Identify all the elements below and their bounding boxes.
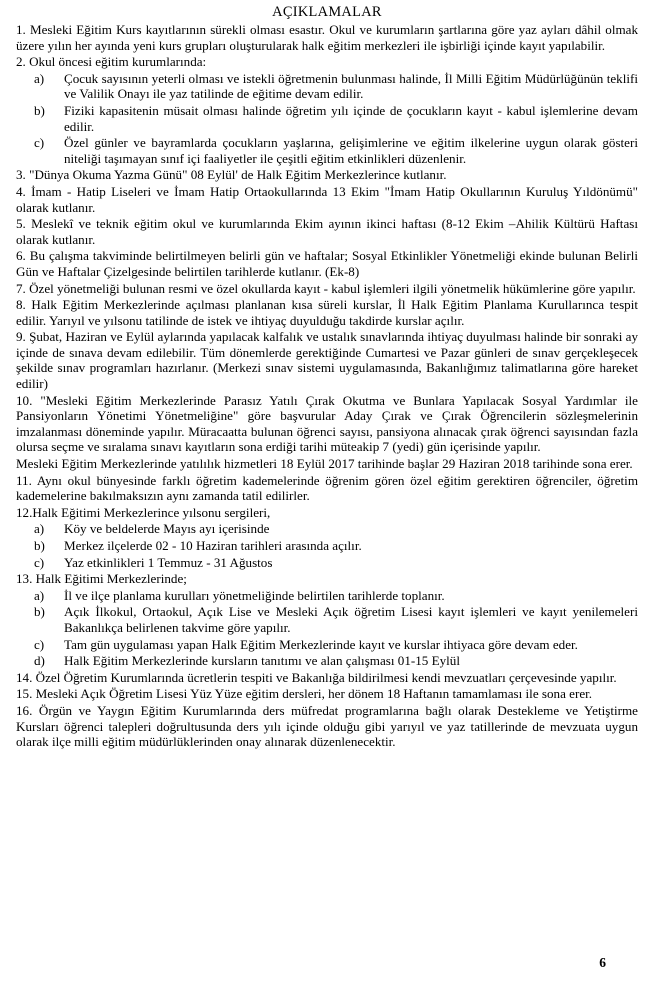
sub-item: [16, 604, 638, 635]
sub-item-text: İl ve ilçe planlama kurulları yönetmeliğinde belirtilen tarihlerde toplanır.: [64, 587, 445, 603]
paragraph: 15. Mesleki Açık Öğretim Lisesi Yüz Yüze eğitim dersleri, her dönem 18 Haftanın tamamlaması ile sona erer.: [16, 686, 593, 702]
paragraph: 12.Halk Eğitimi Merkezlerince yılsonu sergileri,: [16, 504, 271, 520]
sub-item-label: a): [34, 587, 45, 603]
paragraph: 5. Meslekî ve teknik eğitim okul ve kurumlarında Ekim ayının ikinci haftası (8-12 Ekim –Ahilik Kültürü Haftası olarak kutlanır.: [16, 216, 638, 247]
sub-item: [16, 637, 638, 653]
sub-item: [16, 588, 638, 604]
sub-item: [16, 521, 638, 537]
paragraph: 1. Mesleki Eğitim Kurs kayıtlarının sürekli olması esastır. Okul ve kurumların şartlarına göre yaz ayları dâhil olmak üzere yılın her ayında yeni kurs grupları oluşturularak halk eğitim merkezleri ile işbirliği içinde kayıt yapılabilir.: [16, 22, 638, 53]
sub-item-text: Tam gün uygulaması yapan Halk Eğitim Merkezlerinde kayıt ve kurslar ihtiyaca göre devam eder.: [64, 636, 578, 652]
paragraph: 7. Özel yönetmeliği bulunan resmi ve özel okullarda kayıt - kabul işlemleri ilgili yönetmelik hükümlerine göre yapılır.: [16, 280, 636, 296]
paragraph: 6. Bu çalışma takviminde belirtilmeyen belirli gün ve haftalar; Sosyal Etkinlikler Yönetmeliği ekinde bulunan Belirli Gün ve Haftalar Çizelgesinde belirtilen tarihlerde kutlanır. (Ek-8): [16, 248, 638, 279]
paragraph: 3. "Dünya Okuma Yazma Günü" 08 Eylül' de Halk Eğitim Merkezlerince kutlanır.: [16, 167, 447, 183]
sub-item-label: d): [34, 653, 45, 669]
paragraph: 10. "Mesleki Eğitim Merkezlerinde Parasız Yatılı Çırak Okutma ve Bunlara Yapılacak Sosyal Yardımlar ile Pansiyonların Yönetimi Yönetmeliğine" göre başvurular Aday Çırak ve Çırak Öğrencilerin sözleşmelerinin imzalanması döneminde yapılır. Müracaatta bulunan öğrenci sayısı, pansiyona alınacak çırak öğrenci sayısından fazla olursa seçme ve sıralama sınavı kayıtların sona erdiği tarihi müteakip 7 (yedi) gün içerisinde yapılır.: [16, 392, 638, 455]
document-body: [16, 22, 638, 750]
paragraph: 11. Aynı okul bünyesinde farklı öğretim kademelerinde öğrenim gören özel eğitim gerektiren öğrenciler, öğretim kademelerine bakılmaksızın aynı zamanda tatil edilirler.: [16, 472, 638, 504]
sub-item-label: a): [34, 70, 45, 86]
sub-item-text: Halk Eğitim Merkezlerinde kursların tanıtımı ve alan çalışması 01-15 Eylül: [64, 653, 460, 669]
page-number: 6: [599, 955, 606, 970]
page-title: AÇIKLAMALAR: [272, 4, 382, 20]
sub-item-label: c): [34, 554, 45, 570]
paragraph: 13. Halk Eğitimi Merkezlerinde;: [16, 571, 187, 587]
paragraph: 9. Şubat, Haziran ve Eylül aylarında yapılacak kalfalık ve ustalık sınavlarında ihtiyaç duyulması halinde bir sonraki ay içinde de sınava devam edilebilir. Tüm dönemlerde gerektiğinde Cumartesi ve Pazar günleri de sınav gerçekleşecek şekilde sınav programları hazırlanır. (Merkezi sınav sistemi uygulamasında, Bakanlığımız talimatlarına göre hareket edilir): [16, 329, 638, 392]
sub-item-text: Yaz etkinlikleri 1 Temmuz - 31 Ağustos: [64, 554, 273, 570]
sub-item-text: Köy ve beldelerde Mayıs ayı içerisinde: [64, 521, 270, 537]
sub-item-label: b): [34, 102, 45, 118]
sub-item: [16, 71, 638, 102]
sub-item-label: b): [34, 604, 45, 620]
sub-item-label: a): [34, 521, 45, 537]
sub-item-text: Fiziki kapasitenin müsait olması halinde öğretim yılı içinde de çocukların kayıt - kabul işlemlerine devam edilir.: [64, 102, 638, 134]
paragraph: 8. Halk Eğitim Merkezlerinde açılması planlanan kısa süreli kurslar, İl Halk Eğitim Planlama Kurullarınca tespit edilir. Yarıyıl ve yılsonu tatilinde de istek ve ihtiyaç duyulduğu takdirde kurslar açılır.: [16, 297, 638, 328]
sub-item-text: Özel günler ve bayramlarda çocukların yaşlarına, gelişimlerine ve eğitim ilkelerine uygun olarak gösteri niteliği taşımayan sınıf içi faaliyetler ile çeşitli eğitim etkinlikleri düzenlenir.: [64, 135, 638, 166]
sub-item: [16, 103, 638, 134]
sub-item: [16, 555, 638, 571]
sub-item-text: Merkez ilçelerde 02 - 10 Haziran tarihleri arasında açılır.: [64, 538, 362, 553]
sub-item: [16, 653, 638, 669]
sub-item-label: b): [34, 538, 45, 553]
paragraph: 4. İmam - Hatip Liseleri ve İmam Hatip Ortaokullarında 13 Ekim "İmam Hatip Okullarının Kuruluş Yıldönümü" olarak kutlanır.: [16, 183, 638, 215]
sub-item-text: Çocuk sayısının yeterli olması ve istekli öğretmenin bulunması halinde, İl Milli Eğitim Müdürlüğünün teklifi ve Valilik Onayı ile yaz tatilinde de eğitime devam edilir.: [64, 70, 638, 102]
sub-item-label: c): [34, 135, 45, 151]
paragraph: Mesleki Eğitim Merkezlerinde yatılılık hizmetleri 18 Eylül 2017 tarihinde başlar 29 Haziran 2018 tarihinde sona erer.: [16, 456, 633, 472]
paragraph: 2. Okul öncesi eğitim kurumlarında:: [16, 54, 207, 70]
sub-item-label: c): [34, 636, 45, 652]
paragraph: 14. Özel Öğretim Kurumlarında ücretlerin tespiti ve Bakanlığa bildirilmesi kendi mevzuatları çerçevesinde yapılır.: [16, 669, 617, 685]
sub-item: [16, 135, 638, 166]
sub-item: [16, 538, 638, 554]
paragraph: 16. Örgün ve Yaygın Eğitim Kurumlarında ders müfredat programlarına bağlı olarak Destekleme ve Yetiştirme Kursları öğrenci talepleri doğrultusunda ders yılı içinde olduğu gibi yarıyıl ve yaz tatillerinde de mevzuata uygun olarak ilçe milli eğitim müdürlüklerinden onay alınarak düzenlenecektir.: [16, 702, 638, 750]
document-page: [16, 4, 638, 751]
sub-item-text: Açık İlkokul, Ortaokul, Açık Lise ve Mesleki Açık öğretim Lisesi kayıt işlemleri ve kayıt yenilemeleri Bakanlıkça belirlenen takvime göre yapılır.: [64, 604, 638, 635]
